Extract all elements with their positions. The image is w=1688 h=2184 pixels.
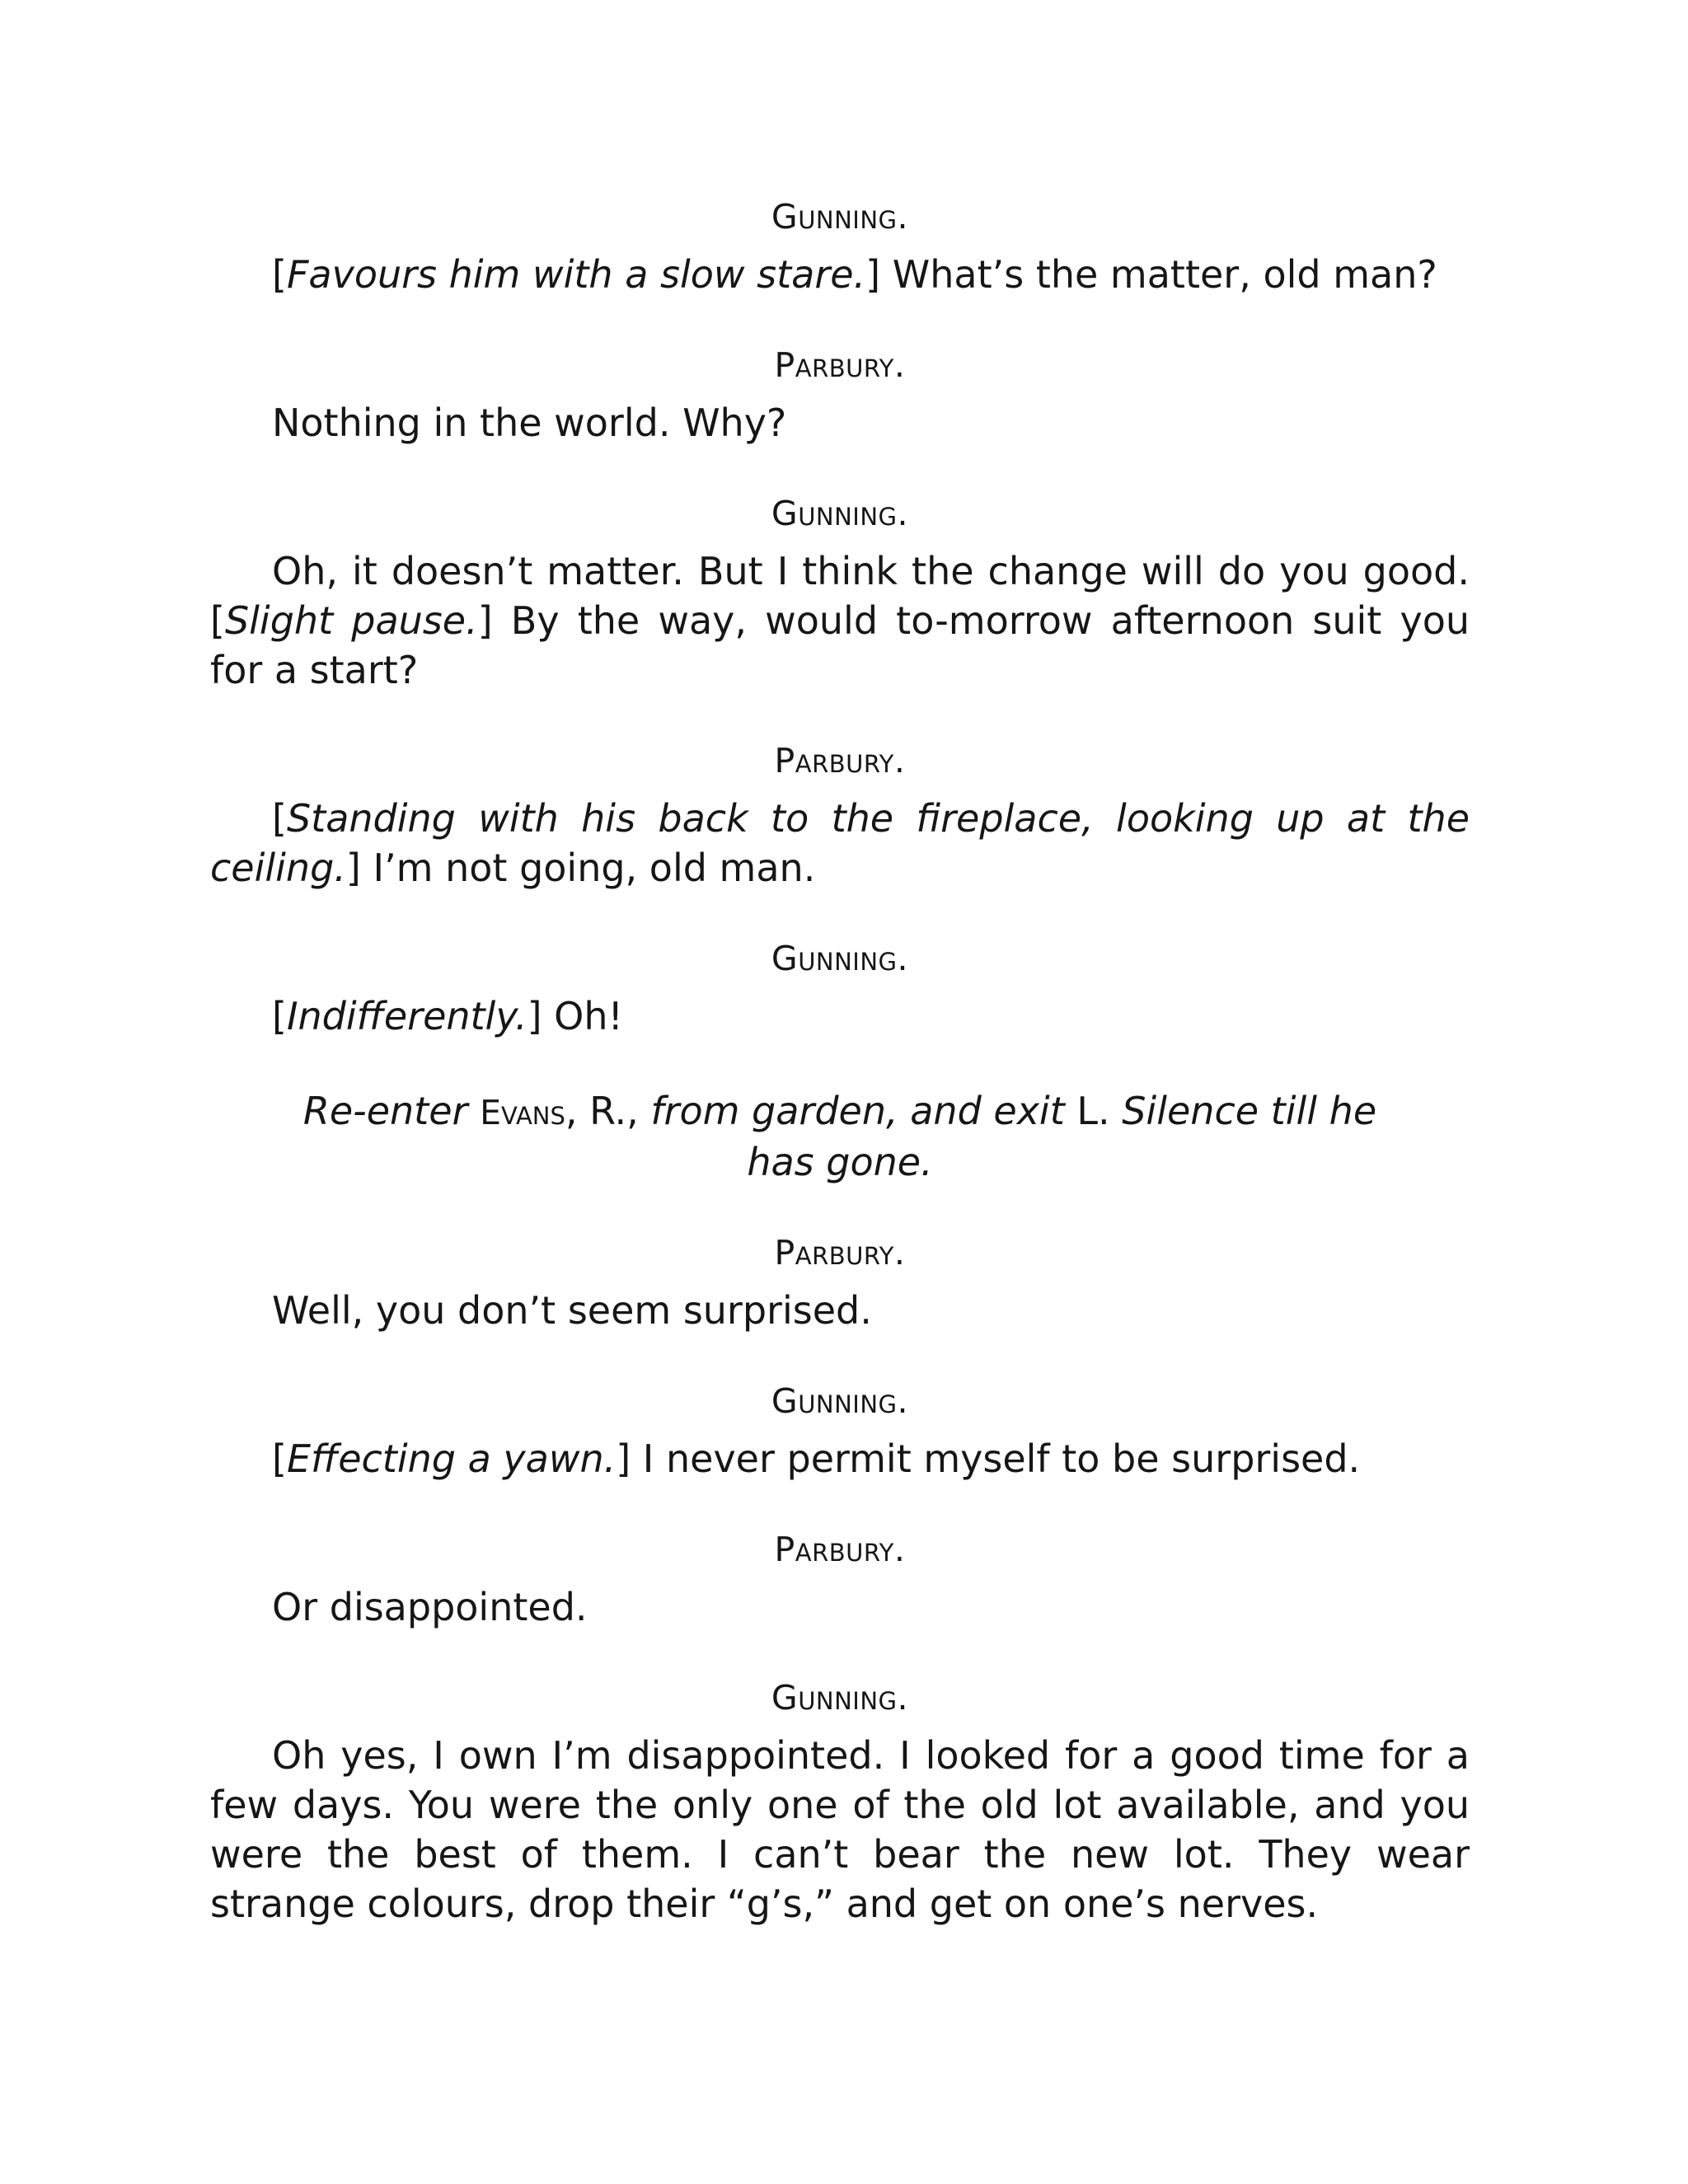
dialogue-line: Well, you don’t seem surprised.	[272, 1288, 872, 1333]
dialogue-line: [Favours him with a slow stare.] What’s the matter, old man?	[272, 252, 1437, 297]
stage-position: , R.,	[565, 1089, 651, 1133]
stage-direction: Re-enter	[302, 1089, 468, 1133]
stage-direction: Slight pause.	[224, 598, 478, 643]
dialogue-line: Oh, it doesn’t matter. But I think the change will do you good. [Slight pause.] By the way, would to-morrow afternoon suit you for a start?	[210, 549, 1470, 692]
speaker-name: Gunning.	[771, 1381, 909, 1421]
character-name: Evans	[480, 1093, 565, 1132]
script-page	[210, 196, 1470, 1929]
dialogue-line: [Indifferently.] Oh!	[272, 994, 623, 1038]
speaker-name: Parbury.	[774, 741, 906, 780]
speaker-name: Gunning.	[771, 1678, 909, 1718]
speaker-name: Parbury.	[774, 345, 906, 385]
stage-direction: Favours him with a slow stare.	[286, 252, 866, 297]
stage-direction: Standing with his back to the fireplace, looking up at the ceiling.	[210, 796, 1470, 890]
stage-position: L.	[1064, 1089, 1123, 1133]
stage-direction: Indifferently.	[286, 994, 528, 1038]
stage-direction: Silence till he has gone.	[747, 1089, 1377, 1184]
dialogue-line: Or disappointed.	[272, 1585, 588, 1629]
speaker-name: Parbury.	[774, 1530, 906, 1569]
dialogue-line: [Standing with his back to the fireplace, looking up at the ceiling.] I’m not going, old man.	[210, 796, 1470, 890]
dialogue-line: Oh yes, I own I’m disappointed. I looked for a good time for a few days. You were the only one of the old lot available, and you were the best of them. I can’t bear the new lot. They wear strange colours, drop their “g’s,” and get on one’s nerves.	[210, 1733, 1470, 1926]
dialogue-line: Nothing in the world. Why?	[272, 401, 787, 445]
stage-direction: from garden, and exit	[650, 1089, 1065, 1133]
speaker-name: Gunning.	[771, 939, 909, 978]
stage-direction-block	[210, 1086, 1470, 1187]
speaker-name: Gunning.	[771, 197, 909, 237]
dialogue-text: Oh, it doesn’t matter. But I think the change will do you good.	[272, 549, 1470, 593]
dialogue-text: I’m not going, old man.	[360, 846, 816, 890]
dialogue-text: I never permit myself to be surprised.	[631, 1436, 1361, 1481]
dialogue-text: By the way, would to-morrow afternoon suit you for a start?	[210, 598, 1470, 692]
dialogue-line: [Effecting a yawn.] I never permit myself to be surprised.	[272, 1436, 1361, 1481]
dialogue-text: Oh!	[542, 994, 623, 1038]
dialogue-text: What’s the matter, old man?	[880, 252, 1437, 297]
stage-direction: Effecting a yawn.	[286, 1436, 617, 1481]
speaker-name: Parbury.	[774, 1233, 906, 1272]
speaker-name: Gunning.	[771, 494, 909, 533]
